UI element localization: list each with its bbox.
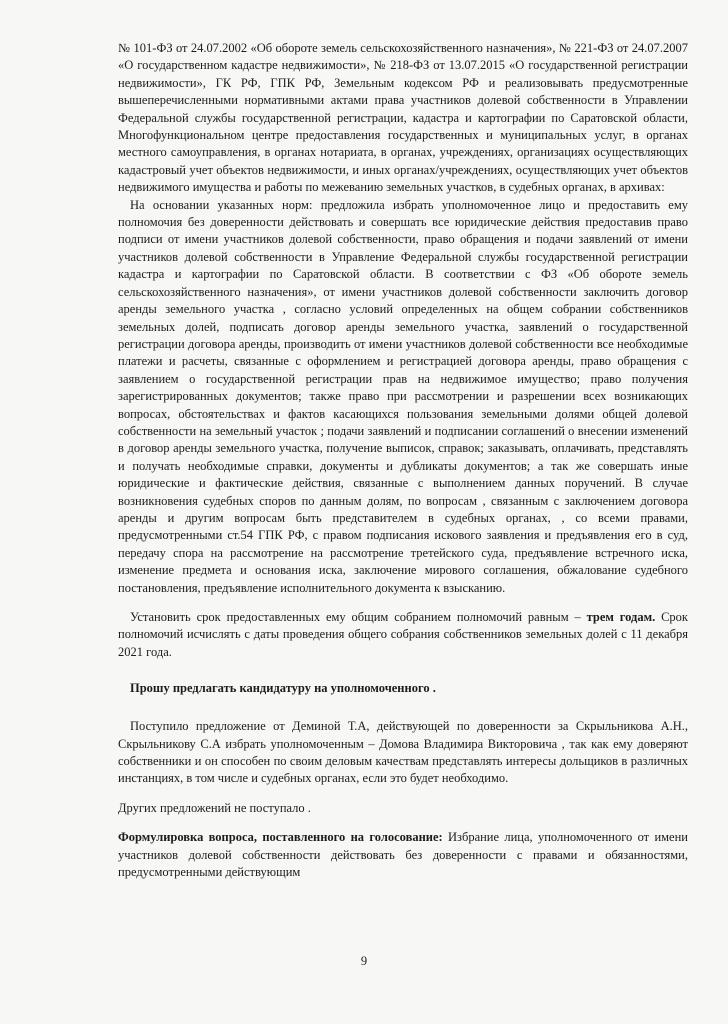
vote-question-bold: Формулировка вопроса, поставленного на голосование:: [118, 830, 443, 845]
vote-question-rest: Избрание лица, уполномоченного от имени участников долевой собственности действовать без доверенности с правами и обязанностями, предусмотренными действующим: [118, 830, 688, 880]
paragraph-no-other: Других предложений не поступало .: [118, 800, 311, 815]
page-number: 9: [360, 954, 368, 968]
paragraph-term: [118, 609, 688, 661]
term-text: Установить срок предоставленных ему общим собранием полномочий равным –: [130, 610, 587, 624]
paragraph-legal-basis: № 101-ФЗ от 24.07.2002 «Об обороте земель сельскохозяйственного назначения», № 221-ФЗ от 24.07.2007 «О государственном кадастре недвижимости», № 218-ФЗ от 13.07.2015 «О государственной регистрации недвижимости», ГК РФ, ГПК РФ, Земельным кодексом РФ и реализовывать предусмотренные вышеперечисленными нормативными актами права участников долевой собственности в Управлении Федеральной службы государственной регистрации, кадастра и картографии по Саратовской области, Многофункциональном центре предоставления государственных и муниципальных услуг, в органах местного самоуправления, в органах нотариата, в органах, учреждениях, организациях осуществляющих кадастровый учет объектов недвижимости, и иных органах/учреждениях, осуществляющих учет объектов недвижимого имущества и работы по межеванию земельных участков, в судебных органах, в архивах:: [118, 41, 688, 195]
term-bold: трем годам.: [586, 610, 656, 624]
paragraph-proposal: На основании указанных норм: предложила избрать уполномоченное лицо и предоставить ему полномочия без доверенности действовать и совершать все юридические действия предоставив право подписи от имени участников долевой собственности, право обращения и подачи заявлений от имени участников долевой собственности в Управление Федеральной службы государственной регистрации кадастра и картографии по Саратовской области. В соответствии с ФЗ «Об обороте земель сельскохозяйственного назначения», от имени участников долевой собственности заключить договор аренды земельного участка , согласно условий определенных на общем собрании собственников земельных долей, подписать договор аренды земельного участка, заявлений о государственной регистрации договора аренды, производить от имени участников долевой собственности все необходимые платежи и расчеты, связанные с оформлением и регистрацией договора аренды, право обращения с заявлением о государственной регистрации прав на недвижимое имущество; право получения зарегистрированных документов; также право при рассмотрении и разрешении всех возникающих вопросах, обстоятельствах и фактов касающихся пользования земельными долями общей долевой собственности на земельный участок ; подачи заявлений и подписании соглашений о внесении изменений в договор аренды земельного участка, получение выписок, справок; заказывать, оплачивать, представлять и получать необходимые справки, документы и дубликаты документов; а так же совершать иные юридические и фактические действия, связанные с выполнением данных поручений. В случае возникновения судебных споров по данным долям, по вопросам , связанным с заключением договора аренды и другим вопросам быть представителем в судебных органах, , со всеми правами, предусмотренными ст.54 ГПК РФ, с правом подписания искового заявления и предъявления его в суд, передачу спора на рассмотрение на рассмотрение третейского суда, предъявление встречного иска, изменение предмета и основания иска, заключение мирового соглашения, обжалование судебного постановления, предъявление исполнительного документа к взысканию.: [118, 197, 688, 595]
candidate-heading: Прошу предлагать кандидатуру на уполномоченного .: [130, 681, 436, 696]
paragraph-vote-question: [118, 829, 688, 881]
paragraph-candidate: Поступило предложение от Деминой Т.А, действующей по доверенности за Скрыльникова А.Н., Скрыльникову С.А избрать уполномоченным – Домова Владимира Викторовича , так как ему доверяют собственники и он способен по своим деловым качествам представлять интересы дольщиков в различных инстанциях, в том числе и судебных органах, если это будет необходимо.: [118, 719, 688, 786]
term-rest: Срок полномочий исчислять с даты проведения общего собрания собственников земельных долей с 11 декабря 2021 года.: [118, 610, 688, 659]
